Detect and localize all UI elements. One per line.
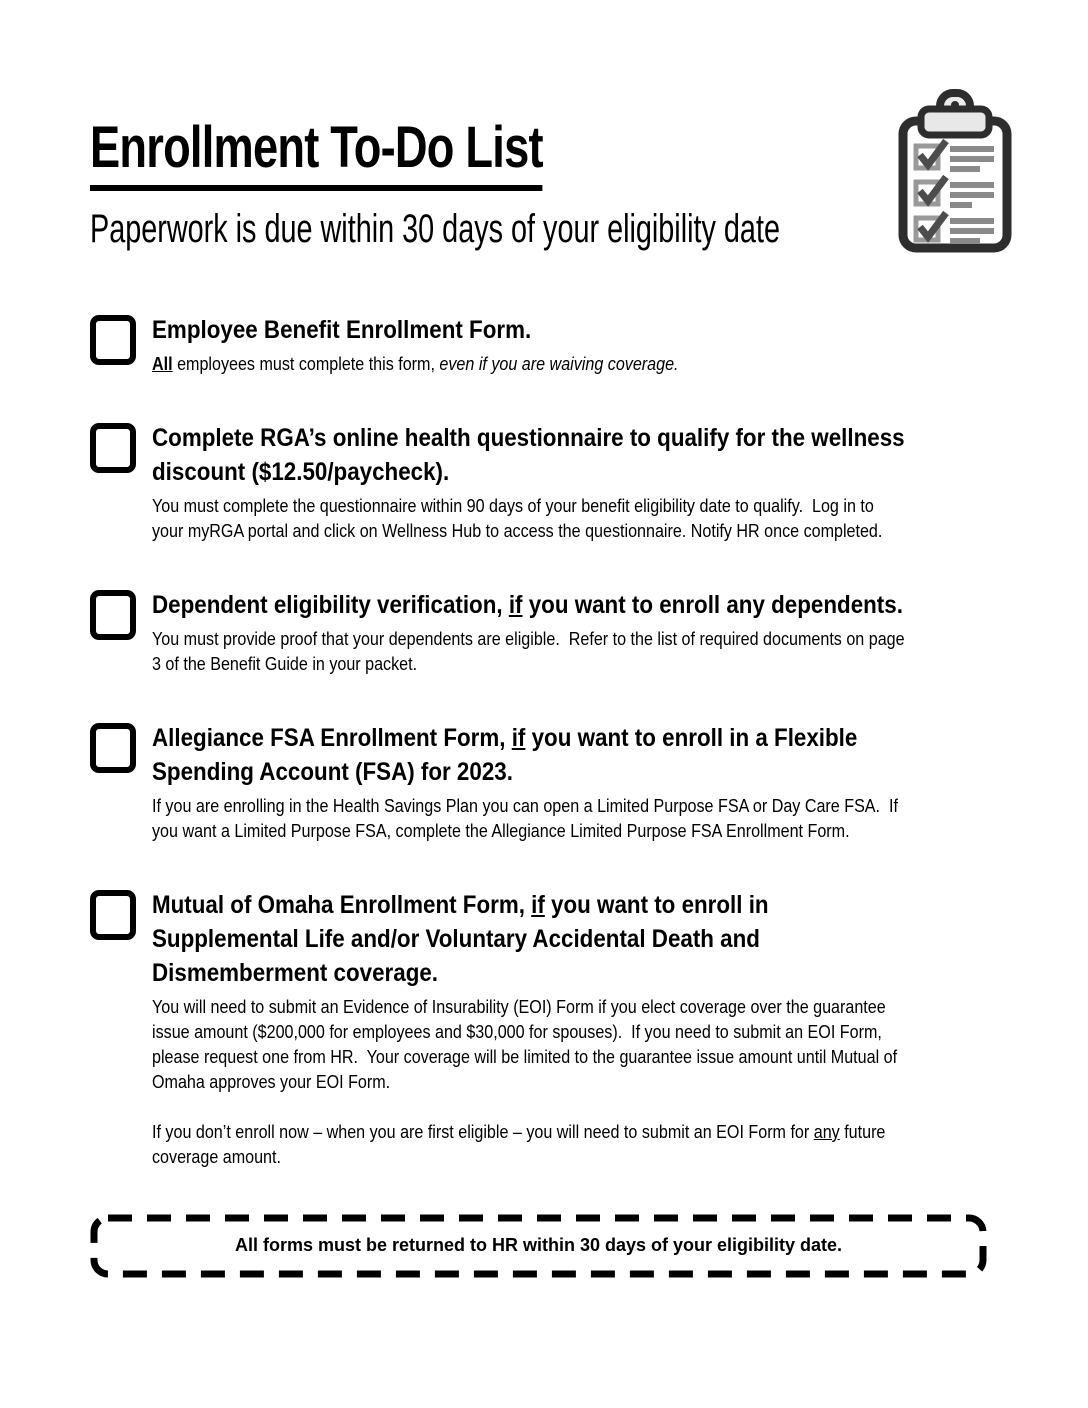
checkbox-icon[interactable] — [90, 315, 136, 365]
footer-notice-text: All forms must be returned to HR within 30 days of your eligibility date. — [234, 1235, 843, 1256]
page-subtitle-text: Paperwork is due within 30 days of your eligibility date — [90, 206, 780, 251]
item-content — [152, 721, 907, 844]
checklist-item-mutual-of-omaha-form — [90, 888, 996, 1170]
footer-notice-box — [90, 1214, 987, 1278]
checklist-item-allegiance-fsa-form — [90, 721, 996, 844]
item-content — [152, 888, 907, 1170]
checkbox-icon[interactable] — [90, 723, 136, 773]
checklist — [90, 313, 996, 1170]
item-body: You must complete the questionnaire within 90 days of your benefit eligibility date to qualify. Log in to your myRGA portal and click on Wellness Hub to access the questionnaire. Notify HR once completed. — [152, 495, 883, 541]
header — [90, 115, 996, 251]
page-subtitle — [90, 207, 996, 251]
checkbox-icon[interactable] — [90, 423, 136, 473]
item-heading: Complete RGA’s online health questionnaire to qualify for the wellness discount ($12.50/paycheck). — [152, 423, 905, 486]
checkbox-icon[interactable] — [90, 590, 136, 640]
item-content — [152, 313, 907, 377]
page-title — [90, 115, 996, 191]
checklist-item-employee-benefit-form — [90, 313, 996, 377]
item-heading: Mutual of Omaha Enrollment Form, if you want to enroll in Supplemental Life and/or Voluntary Accidental Death and Dismemberment coverage. — [152, 890, 769, 987]
item-heading: Dependent eligibility verification, if you want to enroll any dependents. — [152, 590, 903, 619]
clipboard-checklist-icon — [895, 88, 1015, 255]
item-content — [152, 588, 910, 677]
item-body: You must provide proof that your dependents are eligible. Refer to the list of required documents on page 3 of the Benefit Guide in your packet. — [152, 628, 910, 674]
item-body: All employees must complete this form, even if you are waiving coverage. — [152, 353, 679, 374]
item-heading: Allegiance FSA Enrollment Form, if you want to enroll in a Flexible Spending Account (FSA) for 2023. — [152, 723, 858, 786]
page-title-text: Enrollment To-Do List — [90, 118, 543, 191]
item-heading: Employee Benefit Enrollment Form. — [152, 315, 532, 344]
checklist-item-dependent-verification — [90, 588, 996, 677]
item-body: You will need to submit an Evidence of Insurability (EOI) Form if you elect coverage over the guarantee issue amount ($200,000 for employees and $30,000 for spouses). If you need to submit an EOI Form, please request one from HR. Your coverage will be limited to the guarantee issue amount until Mutual of Omaha approves your EOI Form. If you don’t enroll now – when you are first eligible – you will need to submit an EOI Form for any future coverage amount. — [152, 996, 902, 1167]
item-body: If you are enrolling in the Health Savings Plan you can open a Limited Purpose FSA or Day Care FSA. If you want a Limited Purpose FSA, complete the Allegiance Limited Purpose FSA Enrollment Form. — [152, 795, 903, 841]
checklist-item-health-questionnaire — [90, 421, 996, 544]
item-content — [152, 421, 907, 544]
checkbox-icon[interactable] — [90, 890, 136, 940]
